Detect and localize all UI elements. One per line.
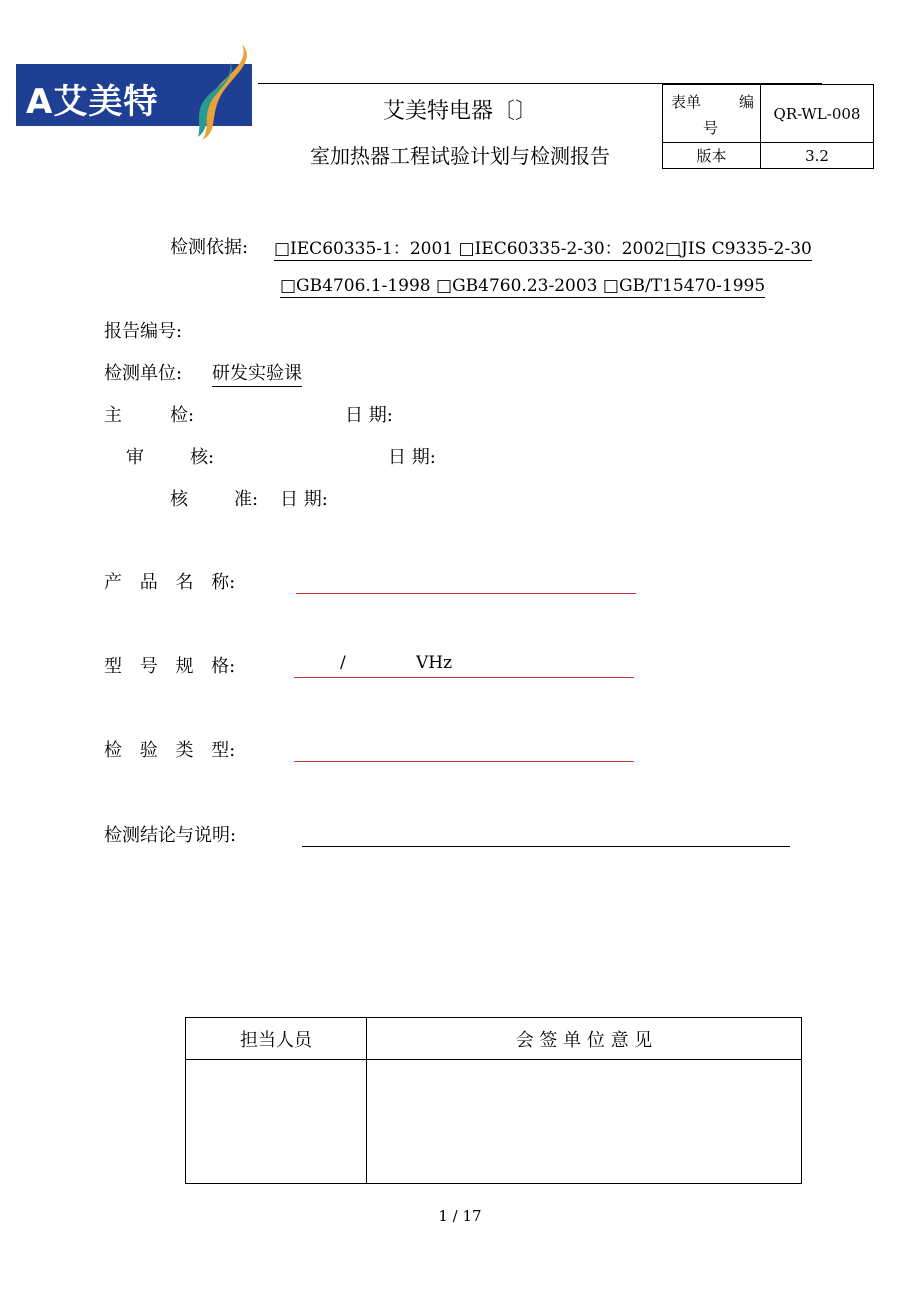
logo-text: A艾美特 — [26, 82, 159, 122]
inspector-label-a: 主 — [104, 405, 122, 426]
report-title: 室加热器工程试验计划与检测报告 — [310, 144, 610, 168]
test-type-label: 检 验 类 型: — [104, 740, 236, 761]
reviewer-date-label: 日 期: — [388, 447, 436, 468]
product-name-label: 产 品 名 称: — [104, 572, 236, 593]
sign-col-opinion-header: 会 签 单 位 意 见 — [367, 1018, 802, 1060]
form-no-label-c: 号 — [703, 119, 719, 137]
company-title: 艾美特电器〔〕 — [382, 99, 537, 124]
reviewer-label-a: 审 — [126, 447, 144, 468]
page-number: 1 / 17 — [438, 1207, 482, 1225]
model-slash: / — [340, 653, 346, 673]
dept-value: 研发实验课 — [212, 359, 302, 387]
inspector-date-label: 日 期: — [345, 405, 393, 426]
model-unit: VHz — [416, 653, 453, 673]
test-type-field[interactable] — [294, 761, 634, 762]
product-name-field[interactable] — [296, 593, 636, 594]
sign-col-staff-header: 担当人员 — [186, 1018, 367, 1060]
approver-label-b: 准: — [234, 489, 259, 510]
approver-date-label: 日 期: — [280, 489, 328, 510]
report-no-label: 报告编号: — [104, 321, 183, 342]
form-meta-table — [662, 84, 874, 169]
conclusion-field[interactable] — [302, 846, 790, 847]
form-no-label-a: 表单 — [671, 93, 702, 111]
dept-label: 检测单位: — [104, 363, 183, 384]
conclusion-label: 检测结论与说明: — [104, 825, 237, 846]
reviewer-label-b: 核: — [190, 447, 215, 468]
basis-standards-line1: □IEC60335-1：2001 □IEC60335-2-30：2002□JIS C9335-2-30 — [274, 234, 812, 261]
form-no-label-b: 编 — [738, 93, 754, 111]
approver-label-a: 核 — [170, 489, 188, 510]
basis-standards-line2: □GB4706.1-1998 □GB4760.23-2003 □GB/T15470-1995 — [280, 276, 766, 296]
inspector-label-b: 检: — [170, 405, 195, 426]
logo-swoosh-icon — [180, 42, 260, 142]
sign-opinion-cell[interactable] — [367, 1060, 802, 1184]
countersign-table — [185, 1017, 802, 1184]
model-label: 型 号 规 格: — [104, 656, 236, 677]
version-value: 3.2 — [761, 143, 874, 169]
basis-label: 检测依据: — [170, 237, 249, 258]
form-no-label-cell — [663, 85, 761, 143]
version-label: 版本 — [663, 143, 761, 169]
model-field[interactable] — [294, 677, 634, 678]
sign-staff-cell[interactable] — [186, 1060, 367, 1184]
form-no-value: QR-WL-008 — [761, 85, 874, 143]
